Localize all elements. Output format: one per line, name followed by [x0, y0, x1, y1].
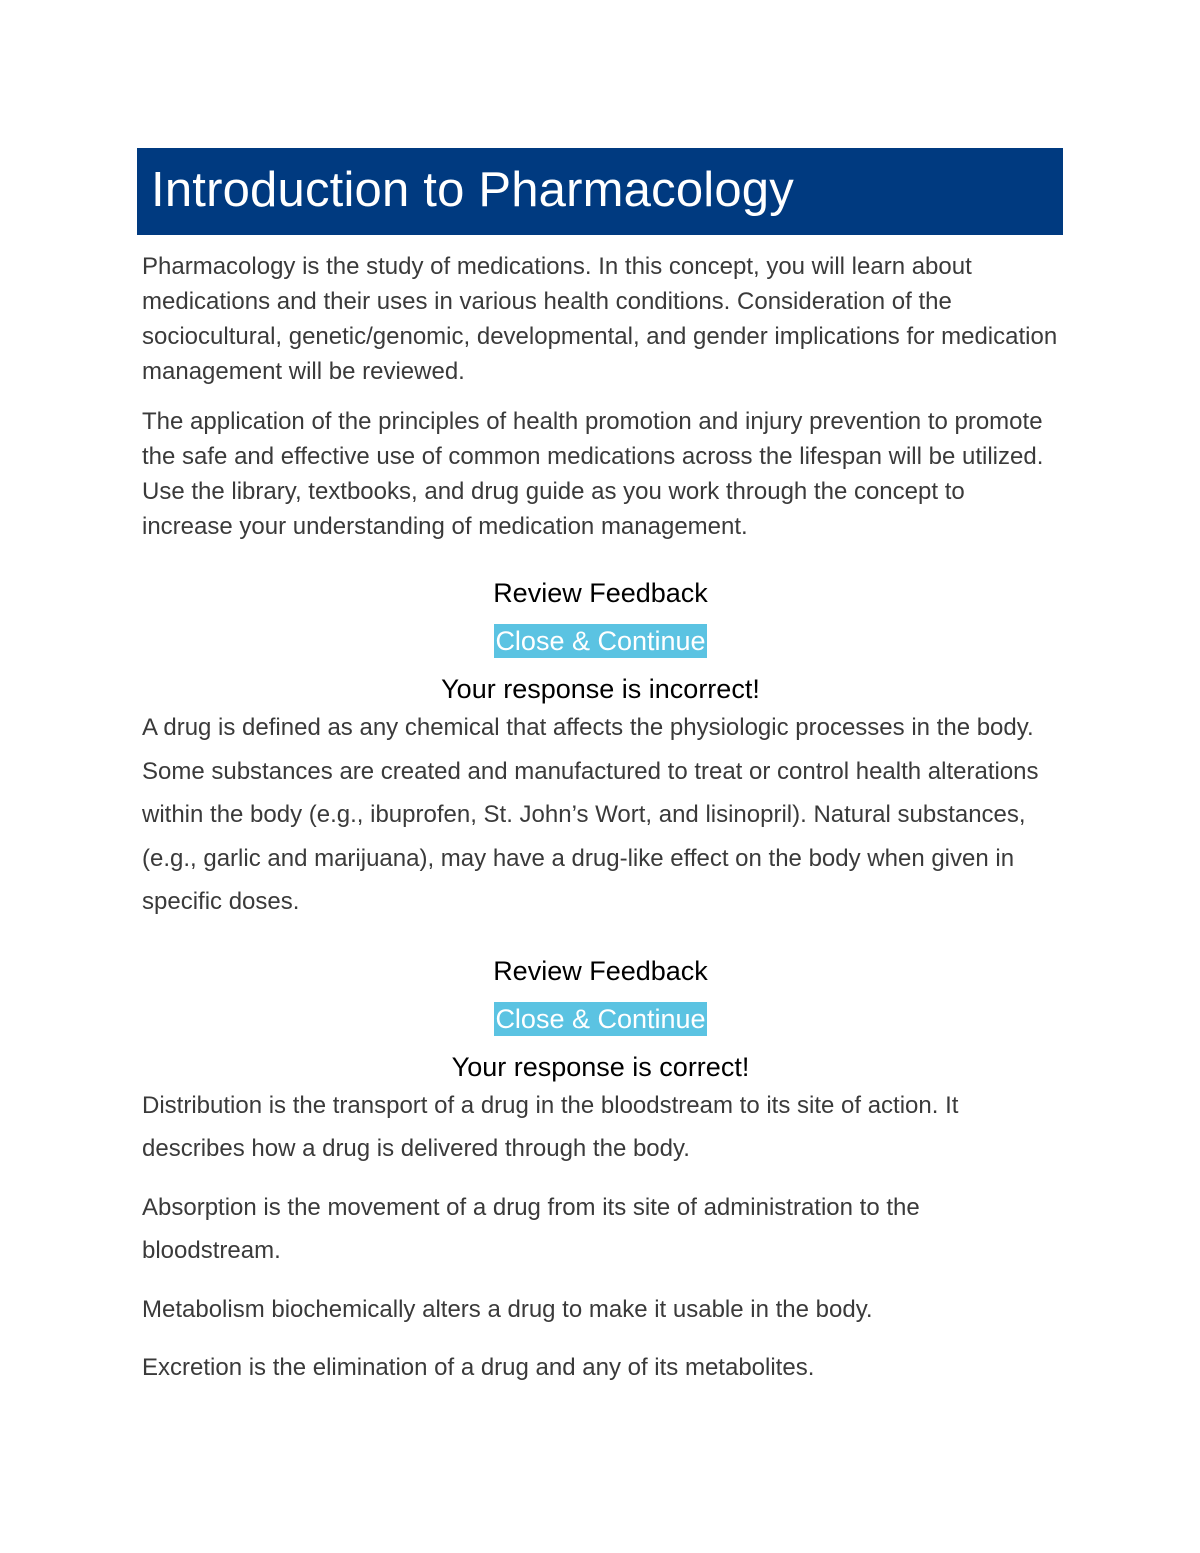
title-banner	[137, 148, 1063, 235]
feedback-header-2	[142, 954, 1059, 1084]
feedback-header-1	[142, 576, 1059, 706]
close-continue-button[interactable]: Close & Continue	[495, 626, 706, 656]
intro-paragraph-1: Pharmacology is the study of medications. In this concept, you will learn about medications and their uses in various health conditions. Consideration of the sociocultural, genetic/genomic, developmental, and gender implications for medication management will be reviewed.	[142, 253, 1058, 385]
document-content	[137, 249, 1063, 1390]
definition-excretion: Excretion is the elimination of a drug and any of its metabolites.	[142, 1354, 815, 1381]
response-status-correct: Your response is correct!	[451, 1051, 750, 1082]
definition-metabolism: Metabolism biochemically alters a drug to make it usable in the body.	[142, 1295, 873, 1323]
feedback-definitions-list	[142, 1084, 1059, 1390]
review-feedback-label: Review Feedback	[493, 955, 708, 986]
page-title: Introduction to Pharmacology	[151, 163, 794, 217]
review-feedback-label: Review Feedback	[493, 578, 708, 608]
definition-distribution: Distribution is the transport of a drug in the bloodstream to its site of action. It describes how a drug is delivered through the body.	[142, 1091, 959, 1162]
document-page	[137, 148, 1063, 1390]
intro-paragraph-2: The application of the principles of health promotion and injury prevention to promote the safe and effective use of common medications across the lifespan will be utilized. Use the library, textbooks, and drug guide as you work through the concept to increase your understanding of medication management.	[142, 408, 1044, 540]
close-continue-button[interactable]: Close & Continue	[495, 1003, 706, 1034]
definition-absorption: Absorption is the movement of a drug from its site of administration to the bloodstream.	[142, 1193, 920, 1264]
response-status-incorrect: Your response is incorrect!	[441, 674, 760, 704]
feedback-paragraph-drug-definition: A drug is defined as any chemical that affects the physiologic processes in the body. Some substances are created and manufactured to treat or control health alterations within the body (e.g., ibuprofen, St. John’s Wort, and lisinopril). Natural substances, (e.g., garlic and marijuana), may have a drug-like effect on the body when given in specific doses.	[142, 714, 1039, 915]
